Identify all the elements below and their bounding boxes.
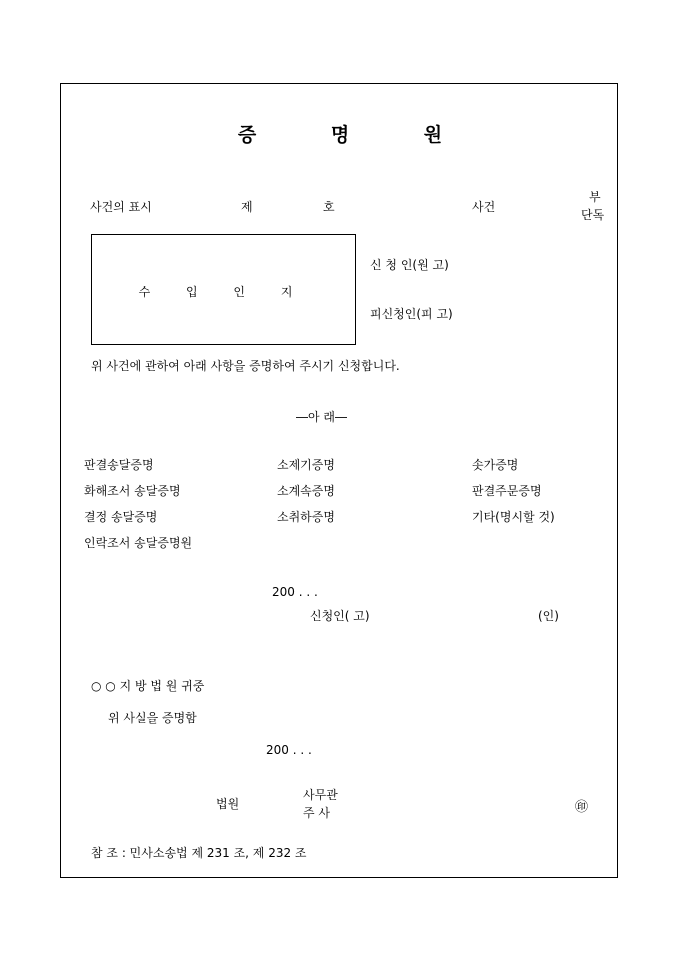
request-sentence: 위 사건에 관하여 아래 사항을 증명하여 주시기 신청합니다. xyxy=(91,359,400,373)
title-char-3: 원 xyxy=(423,124,443,146)
title-char-1: 증 xyxy=(237,124,257,146)
applicant-label: 신 청 인(원 고) xyxy=(370,258,449,272)
document-title xyxy=(0,120,680,147)
signer-label: 신청인( 고) xyxy=(310,609,370,623)
application-date: 200 . . . xyxy=(272,585,318,599)
certify-date: 200 . . . xyxy=(266,743,312,757)
certify-sentence: 위 사실을 증명함 xyxy=(108,711,197,725)
clerk-title-2: 주 사 xyxy=(303,806,330,820)
below-heading: ―아 래― xyxy=(296,410,347,424)
revenue-stamp-box xyxy=(91,234,356,345)
case-ho: 호 xyxy=(323,200,335,214)
item-acceptance-service: 인락조서 송달증명원 xyxy=(84,536,193,550)
title-char-2: 명 xyxy=(330,124,350,146)
item-filing: 소제기증명 xyxy=(277,458,335,472)
item-judgment-service: 판결송달증명 xyxy=(84,458,154,472)
item-settlement-service: 화해조서 송달증명 xyxy=(84,484,181,498)
revenue-stamp-label: 수 입 인 지 xyxy=(138,285,309,299)
item-withdrawal: 소취하증명 xyxy=(277,510,335,524)
item-other-1: 솟가증명 xyxy=(472,458,519,472)
respondent-label: 피신청인(피 고) xyxy=(370,307,453,321)
court-word: 법원 xyxy=(216,797,240,811)
clerk-title-1: 사무관 xyxy=(303,788,338,802)
court-addressee: ○ ○ 지 방 법 원 귀중 xyxy=(91,679,205,693)
legal-reference: 참 조 : 민사소송법 제 231 조, 제 232 조 xyxy=(91,846,307,860)
case-bu: 부 xyxy=(589,190,601,204)
case-word: 사건 xyxy=(472,200,496,214)
item-etc: 기타(명시할 것) xyxy=(472,510,555,524)
official-seal-mark: ㊞ xyxy=(575,800,589,815)
item-judgment-order: 판결주문증명 xyxy=(472,484,542,498)
case-dandok: 단독 xyxy=(581,208,605,222)
case-label: 사건의 표시 xyxy=(90,200,152,214)
item-decision-service: 결정 송달증명 xyxy=(84,510,158,524)
item-pending: 소계속증명 xyxy=(277,484,335,498)
signer-seal-mark: (인) xyxy=(538,609,559,623)
case-je: 제 xyxy=(241,200,253,214)
